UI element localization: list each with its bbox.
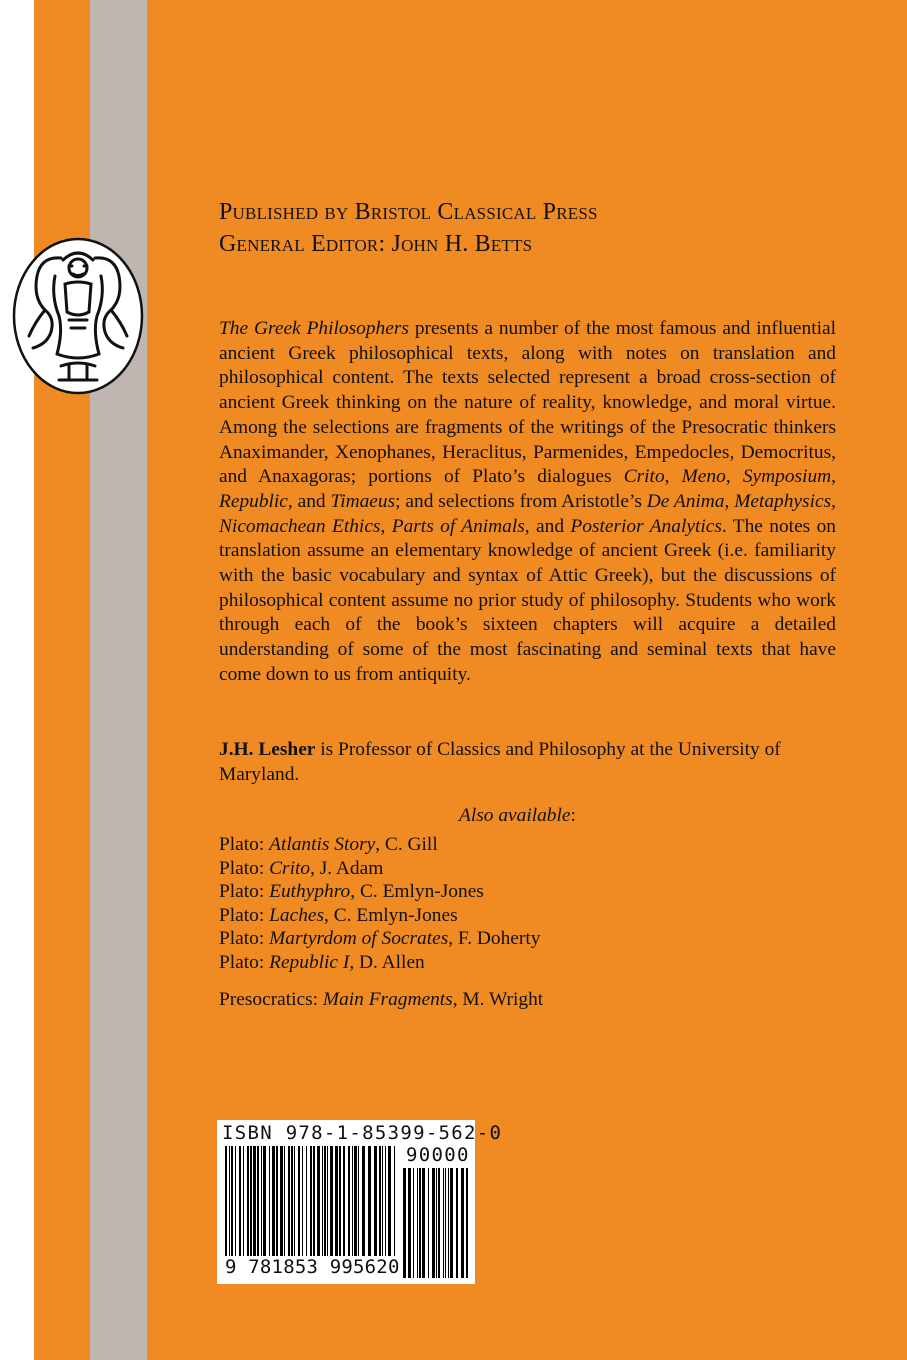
author-prefix: Plato: bbox=[219, 857, 270, 879]
editor-name: , F. Doherty bbox=[448, 928, 541, 949]
work-title: Laches bbox=[269, 904, 325, 926]
white-spine-stripe bbox=[0, 0, 34, 1360]
separator: , bbox=[724, 490, 735, 512]
work-title: Crito bbox=[623, 466, 665, 488]
work-title: Posterior Analytics bbox=[570, 515, 722, 537]
isbn-label: ISBN 978-1-85399-562-0 bbox=[222, 1122, 503, 1144]
list-item bbox=[219, 904, 819, 928]
work-title: Crito bbox=[269, 857, 311, 879]
author-name: J.H. Lesher bbox=[219, 739, 316, 760]
work-title: Main Fragments bbox=[322, 989, 453, 1010]
author-prefix: Plato: bbox=[219, 928, 270, 949]
gray-spine-stripe bbox=[90, 0, 147, 1360]
separator: , bbox=[664, 466, 682, 488]
general-editor-line: General Editor: John H. Betts bbox=[219, 231, 533, 257]
publisher-block bbox=[219, 196, 859, 260]
also-available-extra bbox=[219, 988, 543, 1012]
separator: , and bbox=[524, 515, 571, 537]
also-available-list bbox=[219, 833, 819, 974]
work-title: Metaphysics bbox=[734, 490, 832, 512]
ean-barcode-icon bbox=[225, 1146, 397, 1274]
separator: , bbox=[380, 515, 392, 537]
book-description bbox=[219, 317, 836, 688]
list-item bbox=[219, 951, 819, 975]
author-prefix: Plato: bbox=[219, 881, 270, 902]
work-title: Euthyphro bbox=[269, 881, 351, 902]
separator: , bbox=[725, 466, 743, 488]
list-item bbox=[219, 880, 819, 904]
author-prefix: Plato: bbox=[219, 951, 270, 973]
book-title: The Greek Philosophers bbox=[219, 318, 409, 339]
work-title: Martyrdom of Socrates bbox=[269, 928, 449, 949]
barcode-panel bbox=[217, 1120, 503, 1284]
ean-number: 9 781853 995620 bbox=[225, 1256, 400, 1278]
work-title: Atlantis Story bbox=[269, 834, 376, 855]
list-item bbox=[219, 833, 819, 857]
list-item bbox=[219, 927, 819, 951]
separator: , and bbox=[287, 490, 331, 512]
author-bio bbox=[219, 738, 836, 787]
work-title: Nicomachean Ethics bbox=[219, 515, 381, 537]
work-title: Republic bbox=[219, 490, 288, 512]
also-available-label: Also available bbox=[459, 805, 571, 826]
description-text: . The notes on translation assume an elementary knowledge of ancient Greek (i.e. familiarity with the basic vocabulary and syntax of Attic Greek), but the discussions of philosophical content assume no prior study of philosophy. Students who work through each of the book’s sixteen chapters will acquire a detailed understanding of some of the most fascinating and seminal texts that have come down to us from antiquity. bbox=[219, 515, 836, 685]
editor-name: , C. Emlyn-Jones bbox=[350, 881, 484, 902]
editor-name: , J. Adam bbox=[310, 857, 384, 879]
also-available-heading bbox=[459, 804, 576, 828]
price-code: 90000 bbox=[406, 1144, 470, 1166]
work-title: Timaeus bbox=[330, 490, 396, 512]
addon-barcode-icon bbox=[403, 1168, 469, 1278]
author-prefix: Presocratics: bbox=[219, 989, 323, 1010]
description-text: ; and selections from Aristotle’s bbox=[395, 490, 647, 512]
editor-name: , C. Gill bbox=[375, 834, 438, 855]
author-bio-text: is Professor of Classics and Philosophy at the University of Maryland. bbox=[219, 739, 781, 785]
work-title: Meno bbox=[681, 466, 726, 488]
editor-name: , M. Wright bbox=[452, 989, 544, 1010]
publisher-logo-icon bbox=[11, 236, 145, 396]
colon: : bbox=[570, 805, 576, 826]
editor-name: , C. Emlyn-Jones bbox=[324, 904, 458, 926]
list-item bbox=[219, 857, 819, 881]
separator: , bbox=[831, 490, 836, 512]
work-title: Parts of Animals bbox=[391, 515, 525, 537]
work-title: De Anima bbox=[646, 490, 725, 512]
publisher-line: Published by Bristol Classical Press bbox=[219, 199, 598, 225]
description-text: presents a number of the most famous and influential ancient Greek philosophical texts, along with notes on translation and philosophical content. The texts selected represent a broad cross-section of ancient Greek thinking on the nature of reality, knowledge, and moral virtue. Among the selections are fragments of the writings of the Presocratic thinkers Anaximander, Xenophanes, Heraclitus, Parmenides, Empedocles, Democritus, and Anaxagoras; portions of Plato’s dialogues bbox=[219, 318, 836, 488]
author-prefix: Plato: bbox=[219, 834, 270, 855]
work-title: Republic I bbox=[269, 951, 350, 973]
editor-name: , D. Allen bbox=[349, 951, 425, 973]
separator: , bbox=[831, 466, 837, 488]
work-title: Symposium bbox=[742, 466, 832, 488]
author-prefix: Plato: bbox=[219, 904, 270, 926]
